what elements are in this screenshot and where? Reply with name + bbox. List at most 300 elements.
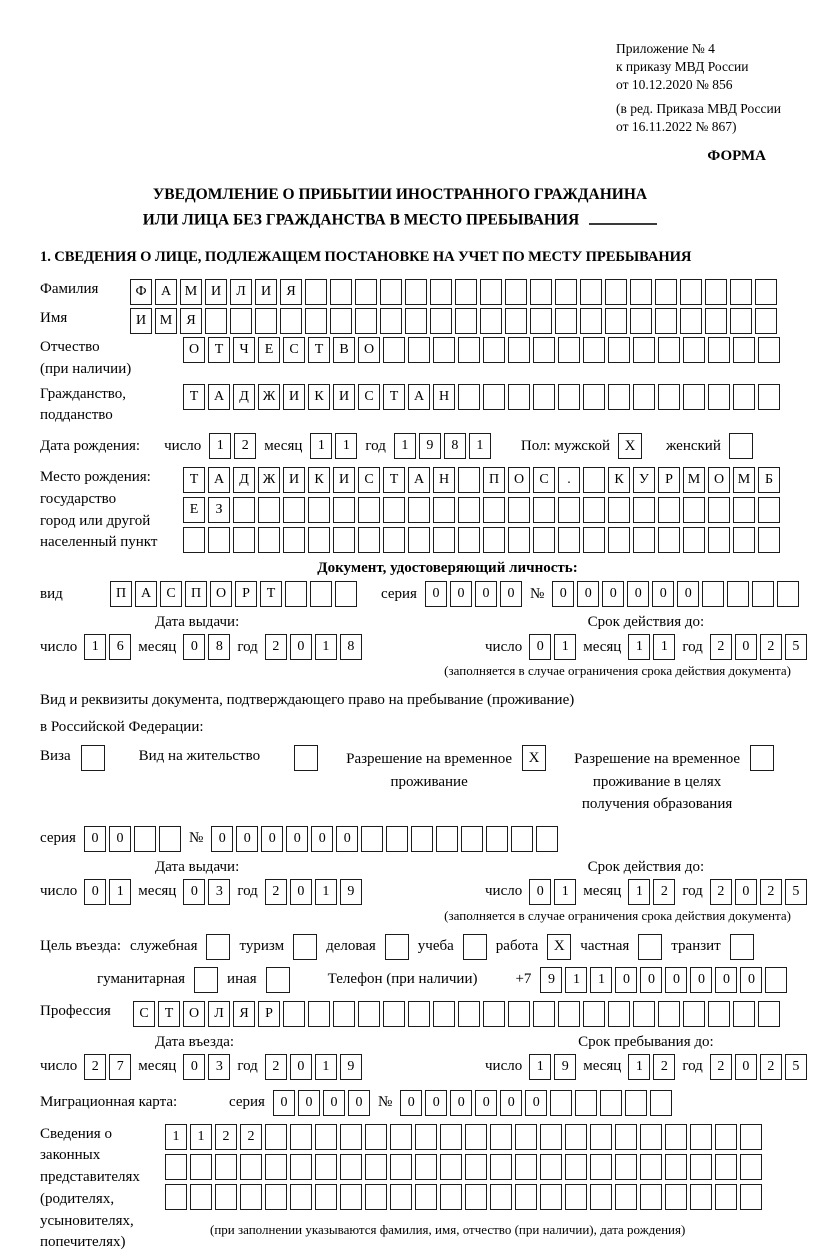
char-cell: О bbox=[708, 467, 730, 493]
residence-doc-options bbox=[40, 745, 795, 816]
char-cell bbox=[530, 279, 552, 305]
identity-issue-heading: Дата выдачи: bbox=[155, 614, 240, 630]
char-cell bbox=[605, 279, 627, 305]
purpose-humanitarian-checkbox bbox=[194, 967, 218, 993]
char-cell: 2 bbox=[653, 1054, 675, 1080]
identity-kind-label: вид bbox=[40, 585, 63, 602]
birth-day-label: число bbox=[164, 437, 202, 454]
phone-label: Телефон (при наличии) bbox=[327, 971, 478, 987]
char-cell: Е bbox=[183, 497, 205, 523]
char-cell bbox=[265, 1124, 287, 1150]
char-cell bbox=[690, 1184, 712, 1210]
residence-series-cells bbox=[84, 826, 181, 852]
char-cell: 0 bbox=[84, 879, 106, 905]
representatives-label-line2: законных bbox=[40, 1147, 101, 1164]
residence-series-label: серия bbox=[40, 830, 76, 846]
char-cell: 0 bbox=[273, 1090, 295, 1116]
char-cell: П bbox=[483, 467, 505, 493]
char-cell bbox=[740, 1184, 762, 1210]
char-cell bbox=[758, 527, 780, 553]
residence-valid-heading: Срок действия до: bbox=[587, 858, 705, 875]
char-cell: 0 bbox=[529, 634, 551, 660]
char-cell bbox=[305, 279, 327, 305]
char-cell bbox=[633, 384, 655, 410]
form-label: ФОРМА bbox=[707, 148, 766, 164]
char-cell: 1 bbox=[315, 1054, 337, 1080]
char-cell bbox=[333, 497, 355, 523]
entry-day-cells bbox=[84, 1054, 131, 1080]
char-cell bbox=[458, 467, 480, 493]
char-cell bbox=[530, 308, 552, 334]
char-cell bbox=[630, 279, 652, 305]
residence-valid-year-cells bbox=[710, 879, 807, 905]
char-cell bbox=[408, 337, 430, 363]
residence-issue-year-cells bbox=[265, 879, 362, 905]
representatives-label bbox=[40, 1124, 165, 1255]
month-label: месяц bbox=[138, 1058, 177, 1074]
identity-series-cells bbox=[425, 581, 522, 607]
char-cell bbox=[283, 1001, 305, 1027]
char-cell bbox=[440, 1154, 462, 1180]
char-cell bbox=[640, 1154, 662, 1180]
char-cell bbox=[550, 1090, 572, 1116]
char-cell bbox=[777, 581, 799, 607]
char-cell: Д bbox=[233, 384, 255, 410]
char-cell bbox=[440, 1184, 462, 1210]
given-name-row bbox=[40, 308, 795, 334]
residence-issue-col bbox=[40, 859, 430, 905]
identity-series-label: серия bbox=[381, 585, 417, 602]
char-cell: А bbox=[208, 467, 230, 493]
day-label: число bbox=[40, 1058, 78, 1074]
char-cell bbox=[590, 1154, 612, 1180]
migration-card-row bbox=[40, 1090, 795, 1116]
char-cell: 0 bbox=[183, 1054, 205, 1080]
residence-issue-day-cells bbox=[84, 879, 131, 905]
char-cell bbox=[658, 1001, 680, 1027]
purpose-other-checkbox bbox=[266, 967, 290, 993]
char-cell bbox=[583, 527, 605, 553]
char-cell: 0 bbox=[290, 634, 312, 660]
char-cell bbox=[608, 497, 630, 523]
temp-residence-edu-label-line3: получения образования bbox=[581, 796, 733, 812]
migration-number-cells bbox=[400, 1090, 672, 1116]
char-cell bbox=[458, 497, 480, 523]
char-cell bbox=[505, 279, 527, 305]
char-cell: 1 bbox=[628, 1054, 650, 1080]
char-cell bbox=[690, 1154, 712, 1180]
char-cell: Л bbox=[208, 1001, 230, 1027]
char-cell bbox=[558, 497, 580, 523]
char-cell bbox=[383, 527, 405, 553]
title-underline bbox=[589, 207, 657, 225]
birth-year-cells bbox=[394, 433, 491, 459]
char-cell: А bbox=[155, 279, 177, 305]
patronymic-cells bbox=[183, 337, 780, 363]
char-cell bbox=[458, 527, 480, 553]
char-cell bbox=[758, 337, 780, 363]
sex-female-label: женский bbox=[666, 437, 721, 454]
citizenship-cells bbox=[183, 384, 780, 410]
char-cell: 9 bbox=[340, 1054, 362, 1080]
purpose-private-label: частная bbox=[580, 938, 630, 954]
char-cell bbox=[315, 1154, 337, 1180]
day-label: число bbox=[485, 1058, 523, 1074]
char-cell bbox=[680, 279, 702, 305]
char-cell: 0 bbox=[290, 1054, 312, 1080]
char-cell bbox=[625, 1090, 647, 1116]
char-cell bbox=[165, 1184, 187, 1210]
char-cell bbox=[355, 279, 377, 305]
day-label: число bbox=[40, 638, 78, 655]
month-label: месяц bbox=[138, 638, 177, 655]
char-cell: С bbox=[358, 467, 380, 493]
temp-residence-label bbox=[346, 748, 512, 793]
char-cell: О bbox=[358, 337, 380, 363]
char-cell: 0 bbox=[261, 826, 283, 852]
char-cell bbox=[483, 497, 505, 523]
char-cell bbox=[465, 1154, 487, 1180]
char-cell bbox=[183, 527, 205, 553]
char-cell: 0 bbox=[640, 967, 662, 993]
char-cell bbox=[533, 337, 555, 363]
char-cell bbox=[583, 497, 605, 523]
char-cell bbox=[233, 497, 255, 523]
char-cell: С bbox=[283, 337, 305, 363]
profession-label: Профессия bbox=[40, 1002, 111, 1019]
year-label: год bbox=[682, 883, 703, 899]
char-cell bbox=[455, 279, 477, 305]
char-cell: 1 bbox=[209, 433, 231, 459]
char-cell bbox=[515, 1184, 537, 1210]
char-cell: 1 bbox=[335, 433, 357, 459]
char-cell bbox=[608, 1001, 630, 1027]
char-cell: 2 bbox=[84, 1054, 106, 1080]
identity-doc-dates bbox=[40, 614, 800, 660]
char-cell: И bbox=[255, 279, 277, 305]
char-cell: 0 bbox=[529, 879, 551, 905]
char-cell bbox=[290, 1184, 312, 1210]
char-cell: 7 bbox=[109, 1054, 131, 1080]
char-cell bbox=[683, 337, 705, 363]
profession-cells bbox=[133, 1001, 780, 1027]
char-cell bbox=[335, 581, 357, 607]
char-cell bbox=[455, 308, 477, 334]
char-cell bbox=[490, 1184, 512, 1210]
char-cell: 9 bbox=[419, 433, 441, 459]
char-cell bbox=[683, 497, 705, 523]
char-cell: О bbox=[183, 1001, 205, 1027]
char-cell bbox=[683, 1001, 705, 1027]
representatives-row2-cells bbox=[165, 1154, 762, 1180]
temp-residence-label-line2: проживание bbox=[390, 773, 468, 790]
char-cell bbox=[702, 581, 724, 607]
char-cell: 1 bbox=[469, 433, 491, 459]
char-cell: К bbox=[608, 467, 630, 493]
char-cell bbox=[755, 279, 777, 305]
char-cell: Я bbox=[233, 1001, 255, 1027]
char-cell: . bbox=[558, 467, 580, 493]
char-cell: 0 bbox=[290, 879, 312, 905]
char-cell bbox=[315, 1124, 337, 1150]
char-cell bbox=[365, 1124, 387, 1150]
entry-date-col bbox=[40, 1034, 430, 1080]
residence-permit-label: Вид на жительство bbox=[138, 748, 261, 764]
char-cell bbox=[405, 279, 427, 305]
char-cell: 2 bbox=[760, 634, 782, 660]
char-cell: О bbox=[210, 581, 232, 607]
char-cell bbox=[308, 1001, 330, 1027]
char-cell bbox=[411, 826, 433, 852]
temp-residence-checkbox: X bbox=[522, 745, 546, 771]
char-cell: Т bbox=[260, 581, 282, 607]
char-cell: Т bbox=[158, 1001, 180, 1027]
char-cell: 9 bbox=[540, 967, 562, 993]
identity-valid-col bbox=[430, 614, 807, 660]
char-cell bbox=[340, 1154, 362, 1180]
char-cell: 0 bbox=[577, 581, 599, 607]
section1-heading: 1. СВЕДЕНИЯ О ЛИЦЕ, ПОДЛЕЖАЩЕМ ПОСТАНОВКЕ НА УЧЕТ ПО МЕСТУ ПРЕБЫВАНИЯ bbox=[40, 249, 692, 265]
char-cell: Я bbox=[280, 279, 302, 305]
char-cell: 8 bbox=[340, 634, 362, 660]
char-cell bbox=[383, 337, 405, 363]
title-line-1: УВЕДОМЛЕНИЕ О ПРИБЫТИИ ИНОСТРАННОГО ГРАЖДАНИНА bbox=[152, 186, 648, 203]
char-cell bbox=[650, 1090, 672, 1116]
char-cell bbox=[633, 527, 655, 553]
char-cell: М bbox=[683, 467, 705, 493]
char-cell: С bbox=[358, 384, 380, 410]
char-cell bbox=[583, 384, 605, 410]
char-cell bbox=[461, 826, 483, 852]
char-cell bbox=[758, 384, 780, 410]
purpose-transit-checkbox bbox=[730, 934, 754, 960]
char-cell bbox=[380, 279, 402, 305]
char-cell: 1 bbox=[529, 1054, 551, 1080]
char-cell bbox=[215, 1184, 237, 1210]
identity-doc-heading: Документ, удостоверяющий личность: bbox=[317, 560, 578, 576]
char-cell: А bbox=[408, 467, 430, 493]
purpose-transit-label: транзит bbox=[671, 938, 721, 954]
char-cell: 0 bbox=[475, 581, 497, 607]
char-cell bbox=[205, 308, 227, 334]
identity-valid-year-cells bbox=[710, 634, 807, 660]
char-cell: 0 bbox=[323, 1090, 345, 1116]
purpose-other-label: иная bbox=[227, 971, 257, 987]
month-label: месяц bbox=[138, 883, 177, 899]
char-cell bbox=[505, 308, 527, 334]
char-cell bbox=[715, 1184, 737, 1210]
residence-valid-day-cells bbox=[529, 879, 576, 905]
char-cell: И bbox=[333, 467, 355, 493]
purpose-private-checkbox bbox=[638, 934, 662, 960]
char-cell bbox=[310, 581, 332, 607]
temp-residence-label-line1: Разрешение на временное bbox=[346, 751, 513, 767]
identity-valid-heading: Срок действия до: bbox=[587, 614, 705, 630]
representatives-cells bbox=[165, 1124, 762, 1238]
char-cell: П bbox=[185, 581, 207, 607]
char-cell: Т bbox=[383, 384, 405, 410]
char-cell bbox=[358, 1001, 380, 1027]
identity-valid-month-cells bbox=[628, 634, 675, 660]
char-cell bbox=[705, 279, 727, 305]
birth-day-cells bbox=[209, 433, 256, 459]
char-cell bbox=[508, 337, 530, 363]
char-cell bbox=[733, 384, 755, 410]
representatives-label-line5: усыновителях, bbox=[40, 1212, 134, 1229]
birth-month-label: месяц bbox=[264, 437, 303, 454]
char-cell bbox=[330, 279, 352, 305]
char-cell bbox=[508, 384, 530, 410]
char-cell: Р bbox=[258, 1001, 280, 1027]
char-cell bbox=[555, 308, 577, 334]
char-cell bbox=[436, 826, 458, 852]
day-label: число bbox=[40, 883, 78, 899]
char-cell: 0 bbox=[552, 581, 574, 607]
char-cell bbox=[465, 1124, 487, 1150]
char-cell bbox=[230, 308, 252, 334]
char-cell bbox=[536, 826, 558, 852]
identity-doc-note: (заполняется в случае ограничения срока действия документа) bbox=[444, 663, 791, 678]
char-cell: 2 bbox=[240, 1124, 262, 1150]
char-cell bbox=[708, 384, 730, 410]
representatives-row3-cells bbox=[165, 1184, 762, 1210]
birth-year-label: год bbox=[365, 437, 386, 454]
char-cell: С bbox=[133, 1001, 155, 1027]
char-cell: У bbox=[633, 467, 655, 493]
char-cell: 1 bbox=[628, 879, 650, 905]
char-cell bbox=[386, 826, 408, 852]
char-cell: 9 bbox=[554, 1054, 576, 1080]
char-cell: 0 bbox=[677, 581, 699, 607]
char-cell: 2 bbox=[710, 879, 732, 905]
char-cell: Б bbox=[758, 467, 780, 493]
char-cell bbox=[515, 1124, 537, 1150]
char-cell: 0 bbox=[715, 967, 737, 993]
char-cell bbox=[290, 1124, 312, 1150]
purpose-study-checkbox bbox=[463, 934, 487, 960]
char-cell bbox=[208, 527, 230, 553]
char-cell bbox=[308, 527, 330, 553]
char-cell: И bbox=[283, 384, 305, 410]
char-cell: З bbox=[208, 497, 230, 523]
identity-issue-col bbox=[40, 614, 430, 660]
char-cell bbox=[600, 1090, 622, 1116]
char-cell: 2 bbox=[710, 1054, 732, 1080]
identity-issue-month-cells bbox=[183, 634, 230, 660]
char-cell bbox=[590, 1124, 612, 1150]
char-cell: 2 bbox=[234, 433, 256, 459]
char-cell bbox=[159, 826, 181, 852]
char-cell: 0 bbox=[602, 581, 624, 607]
char-cell bbox=[390, 1124, 412, 1150]
birth-date-label: Дата рождения: bbox=[40, 437, 141, 454]
year-label: год bbox=[237, 1058, 258, 1074]
entry-purpose-row2 bbox=[40, 967, 795, 993]
birth-place-label bbox=[40, 467, 183, 554]
char-cell bbox=[658, 527, 680, 553]
char-cell bbox=[490, 1124, 512, 1150]
entry-month-cells bbox=[183, 1054, 230, 1080]
year-label: год bbox=[237, 638, 258, 655]
char-cell bbox=[615, 1184, 637, 1210]
birth-place-row3-cells bbox=[183, 527, 780, 553]
char-cell: 1 bbox=[653, 634, 675, 660]
char-cell: 0 bbox=[109, 826, 131, 852]
char-cell bbox=[315, 1184, 337, 1210]
phone-cells bbox=[540, 967, 787, 993]
char-cell: 0 bbox=[735, 1054, 757, 1080]
char-cell: 2 bbox=[653, 879, 675, 905]
char-cell bbox=[608, 384, 630, 410]
char-cell: Д bbox=[233, 467, 255, 493]
char-cell bbox=[365, 1184, 387, 1210]
surname-cells bbox=[130, 279, 777, 305]
char-cell: 0 bbox=[211, 826, 233, 852]
stay-until-year-cells bbox=[710, 1054, 807, 1080]
char-cell bbox=[708, 1001, 730, 1027]
char-cell: Ж bbox=[258, 384, 280, 410]
purpose-tourism-checkbox bbox=[293, 934, 317, 960]
citizenship-label bbox=[40, 384, 183, 428]
identity-number-label: № bbox=[529, 585, 545, 602]
representatives-label-line1: Сведения о bbox=[40, 1125, 112, 1142]
char-cell bbox=[308, 497, 330, 523]
char-cell: Ч bbox=[233, 337, 255, 363]
purpose-tourism-label: туризм bbox=[239, 938, 285, 954]
day-label: число bbox=[485, 638, 523, 655]
char-cell: 3 bbox=[208, 879, 230, 905]
char-cell bbox=[630, 308, 652, 334]
char-cell bbox=[580, 279, 602, 305]
char-cell bbox=[280, 308, 302, 334]
char-cell bbox=[680, 308, 702, 334]
residence-intro-line2: в Российской Федерации: bbox=[40, 719, 204, 735]
char-cell bbox=[733, 497, 755, 523]
char-cell bbox=[540, 1184, 562, 1210]
char-cell: 1 bbox=[84, 634, 106, 660]
char-cell bbox=[390, 1154, 412, 1180]
char-cell bbox=[730, 279, 752, 305]
char-cell bbox=[408, 527, 430, 553]
char-cell bbox=[655, 279, 677, 305]
representatives-row1-cells bbox=[165, 1124, 762, 1150]
char-cell bbox=[365, 1154, 387, 1180]
char-cell bbox=[640, 1124, 662, 1150]
char-cell bbox=[333, 527, 355, 553]
citizenship-row bbox=[40, 384, 795, 428]
entry-purpose-row bbox=[40, 934, 795, 960]
char-cell: 1 bbox=[109, 879, 131, 905]
char-cell bbox=[690, 1124, 712, 1150]
char-cell: Т bbox=[208, 337, 230, 363]
char-cell bbox=[190, 1154, 212, 1180]
stay-until-col bbox=[430, 1034, 807, 1080]
char-cell: 1 bbox=[394, 433, 416, 459]
char-cell: 1 bbox=[190, 1124, 212, 1150]
char-cell: 0 bbox=[627, 581, 649, 607]
char-cell bbox=[727, 581, 749, 607]
representatives-label-line4: (родителях, bbox=[40, 1190, 115, 1207]
char-cell bbox=[615, 1154, 637, 1180]
birth-place-label-line4: населенный пункт bbox=[40, 534, 158, 551]
char-cell: 1 bbox=[590, 967, 612, 993]
identity-issue-day-cells bbox=[84, 634, 131, 660]
char-cell bbox=[708, 497, 730, 523]
char-cell bbox=[480, 308, 502, 334]
char-cell bbox=[415, 1124, 437, 1150]
char-cell: Т bbox=[308, 337, 330, 363]
char-cell bbox=[533, 497, 555, 523]
